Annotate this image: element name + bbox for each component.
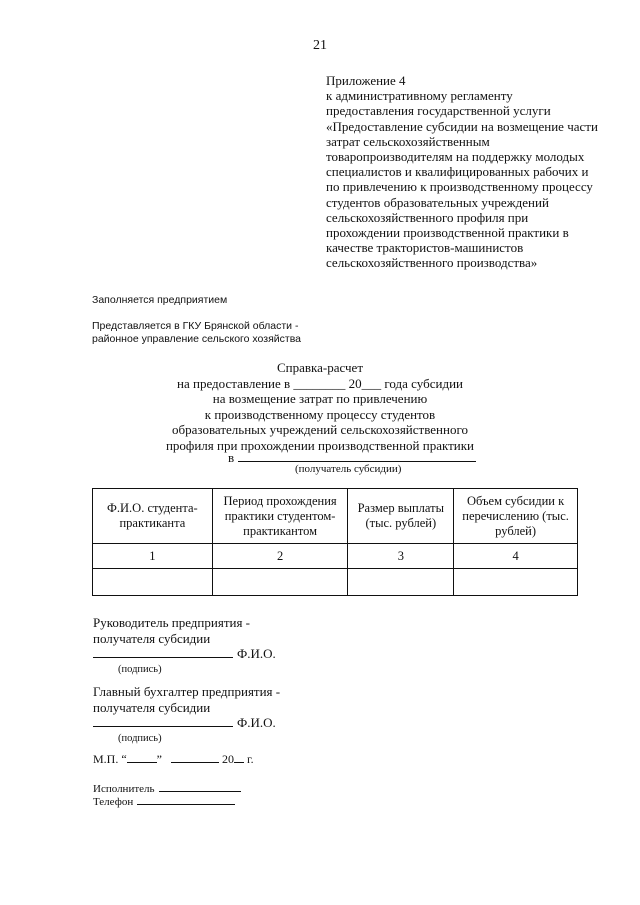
phone-line <box>93 795 235 808</box>
day-blank <box>127 752 157 763</box>
executor-blank <box>159 782 241 792</box>
stamp-date-line <box>93 752 254 767</box>
recipient-prefix: в <box>228 450 235 465</box>
column-number: 2 <box>212 544 348 569</box>
appendix-line: «Предоставление субсидии на возмещение части <box>326 118 598 134</box>
document-title <box>0 360 640 453</box>
table-cell <box>348 569 454 596</box>
appendix-line: качестве трактористов-машинистов <box>326 240 524 256</box>
table-row <box>93 569 578 596</box>
column-number: 4 <box>454 544 578 569</box>
accountant-signature-block <box>93 684 280 746</box>
month-blank <box>171 752 219 763</box>
subsidy-table <box>92 488 578 596</box>
filled-by-note: Заполняется предприятием <box>92 294 228 306</box>
title-line: на предоставление в ________ 20___ года субсидии <box>177 375 463 391</box>
appendix-line: студентов образовательных учреждений <box>326 194 549 210</box>
header-subsidy-volume: Объем субсидии к перечислению (тыс. рублей) <box>454 489 578 544</box>
appendix-line: затрат сельскохозяйственным <box>326 133 490 149</box>
title-line: на возмещение затрат по привлечению <box>212 391 428 406</box>
year-suffix: г. <box>247 752 254 766</box>
table-number-row <box>93 544 578 569</box>
submitted-to-line2: районное управление сельского хозяйства <box>92 333 301 345</box>
appendix-line: сельскохозяйственного производства» <box>326 255 538 271</box>
head-title-line2: получателя субсидии <box>93 630 211 646</box>
accountant-title-line2: получателя субсидии <box>93 699 211 715</box>
head-title-line1: Руководитель предприятия - <box>93 615 251 630</box>
phone-blank <box>137 795 235 805</box>
header-payment-amount: Размер выплаты (тыс. рублей) <box>348 489 454 544</box>
table-header-row <box>93 489 578 544</box>
phone-label: Телефон <box>93 796 134 808</box>
submitted-to-line1: Представляется в ГКУ Брянской области - <box>92 320 299 332</box>
stamp-label: М.П. “ <box>93 752 127 766</box>
appendix-line: сельскохозяйственного профиля при <box>326 209 529 225</box>
table-cell <box>454 569 578 596</box>
signature-caption: (подпись) <box>118 663 162 675</box>
head-signature-block <box>93 615 276 677</box>
year-prefix: 20 <box>222 752 234 766</box>
accountant-signature-line <box>93 715 280 731</box>
fio-label: Ф.И.О. <box>237 646 276 661</box>
title-line: образовательных учреждений сельскохозяйственного <box>172 422 468 437</box>
appendix-line: Приложение 4 <box>326 73 406 88</box>
header-student-name: Ф.И.О. студента-практиканта <box>93 489 213 544</box>
page-number: 21 <box>313 38 327 53</box>
recipient-caption: (получатель субсидии) <box>295 463 402 475</box>
title-line: к производственному процессу студентов <box>204 406 436 422</box>
accountant-title-line1: Главный бухгалтер предприятия - <box>93 684 281 699</box>
column-number: 1 <box>93 544 213 569</box>
appendix-line: предоставления государственной услуги <box>326 103 551 119</box>
executor-line <box>93 782 241 795</box>
table-cell <box>212 569 348 596</box>
quote-close: ” <box>156 752 162 766</box>
title-line: профиля при прохождении производственной практики <box>165 437 475 453</box>
signature-blank <box>93 647 233 658</box>
recipient-blank <box>238 451 476 462</box>
appendix-line: по привлечению к производственному процессу <box>326 179 593 195</box>
appendix-header <box>326 73 626 271</box>
header-practice-period: Период прохождения практики студентом-практикантом <box>212 489 348 544</box>
appendix-line: прохождении производственной практики в <box>326 225 569 241</box>
table-cell <box>93 569 213 596</box>
appendix-line: специалистов и квалифицированных рабочих и <box>326 164 589 180</box>
column-number: 3 <box>348 544 454 569</box>
title-heading: Справка-расчет <box>276 360 364 375</box>
fio-label: Ф.И.О. <box>237 715 276 730</box>
signature-caption: (подпись) <box>118 732 162 744</box>
head-signature-line <box>93 646 276 662</box>
appendix-line: к административному регламенту <box>326 88 513 104</box>
executor-label: Исполнитель <box>93 783 155 795</box>
signature-blank <box>93 716 233 727</box>
appendix-line: товаропроизводителям на поддержку молодых <box>326 149 585 165</box>
year-blank <box>234 752 244 763</box>
